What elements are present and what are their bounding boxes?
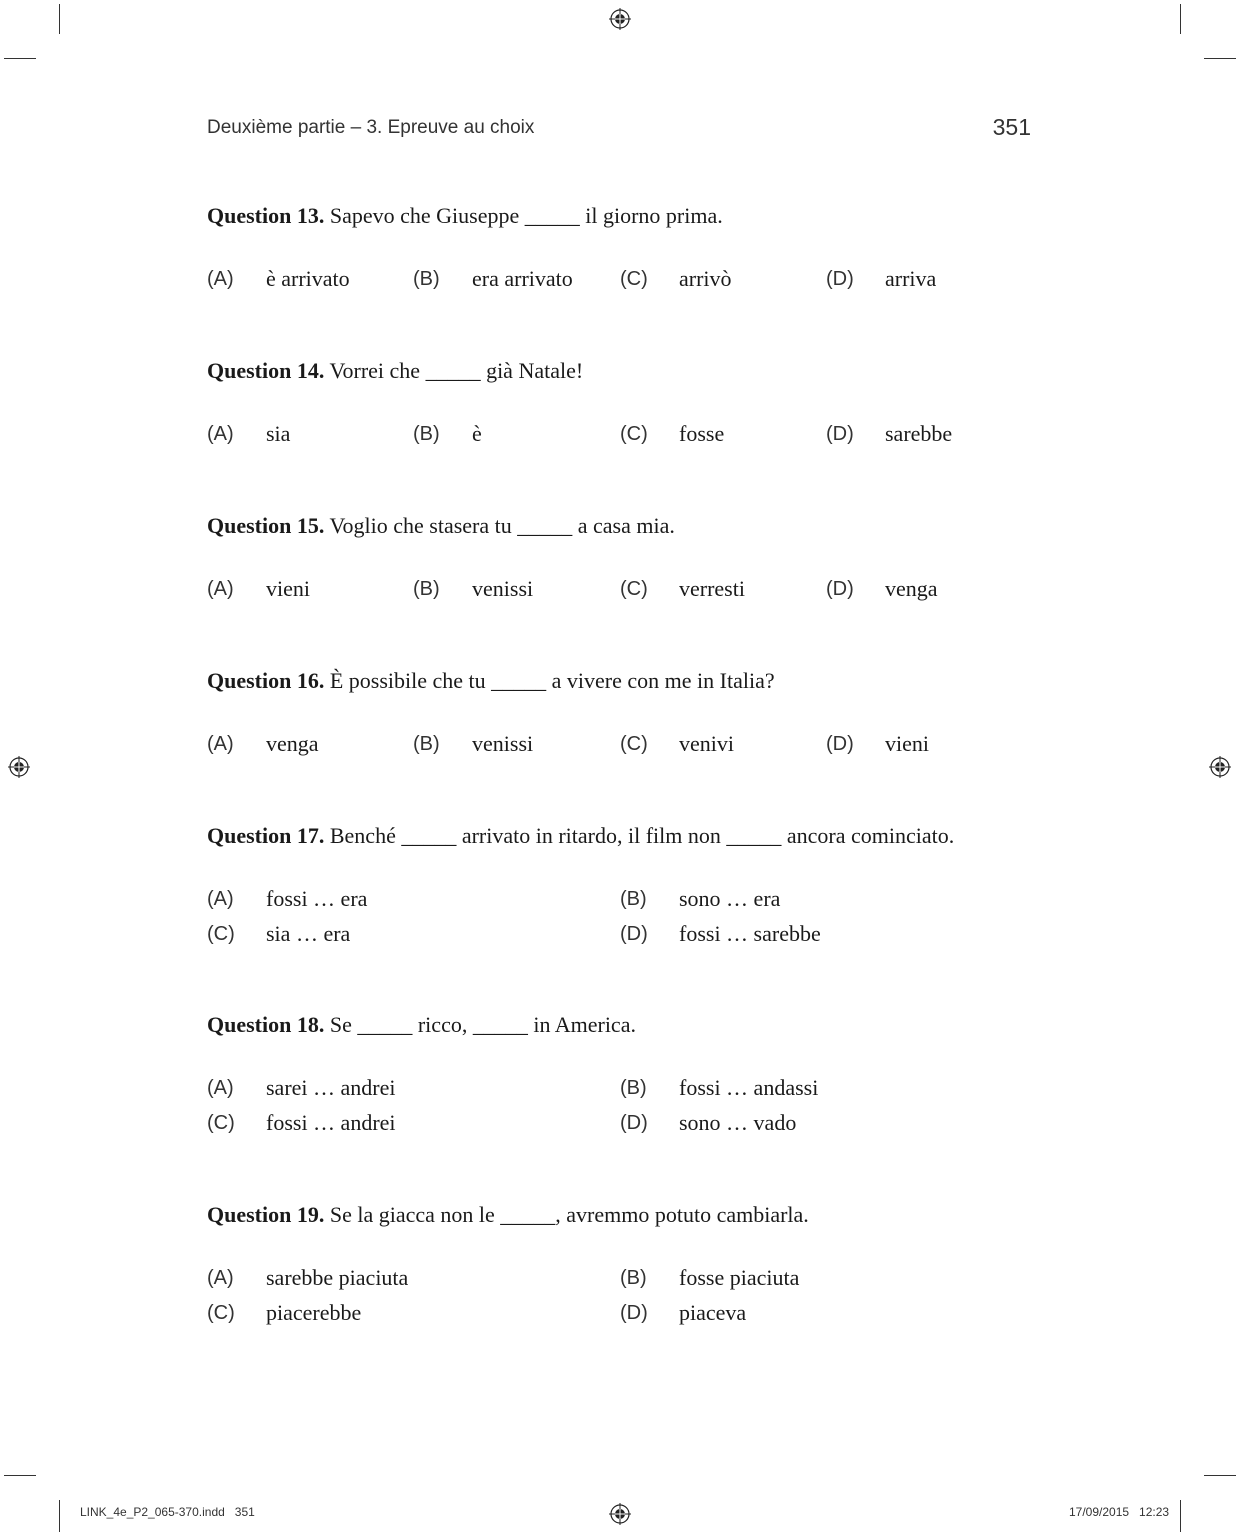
option-c[interactable] (207, 919, 351, 949)
option-letter: (B) (413, 733, 440, 755)
option-text: venivi (679, 731, 734, 756)
question-17 (207, 821, 1047, 954)
options (207, 729, 1047, 763)
option-letter: (B) (413, 268, 440, 290)
option-letter: (A) (207, 733, 234, 755)
option-letter: (C) (207, 923, 235, 945)
crop-mark (4, 1475, 36, 1476)
question-stem (207, 821, 1047, 851)
option-text: sarebbe (885, 421, 953, 446)
option-text: piaceva (679, 1300, 747, 1325)
question-stem (207, 201, 1047, 231)
question-label: Question 15. (207, 513, 325, 538)
option-a[interactable] (207, 419, 291, 449)
option-text: è (472, 421, 482, 446)
crop-mark (1180, 4, 1181, 34)
option-letter: (C) (620, 733, 648, 755)
option-text: venissi (472, 731, 534, 756)
option-c[interactable] (620, 419, 725, 449)
option-text: fossi … sarebbe (679, 921, 821, 946)
option-c[interactable] (620, 574, 745, 604)
option-letter: (C) (620, 423, 648, 445)
option-text: venga (885, 576, 938, 601)
question-stem (207, 1200, 1047, 1230)
option-letter: (A) (207, 423, 234, 445)
option-text: arrivò (679, 266, 732, 291)
option-c[interactable] (620, 729, 734, 759)
option-letter: (B) (413, 423, 440, 445)
option-text: fossi … era (266, 886, 368, 911)
question-text: Benché _____ arrivato in ritardo, il film non _____ ancora cominciato. (324, 823, 955, 848)
option-letter: (D) (620, 1112, 648, 1134)
option-letter: (A) (207, 268, 234, 290)
option-b[interactable] (413, 419, 482, 449)
option-letter: (D) (620, 923, 648, 945)
option-text: fossi … andrei (266, 1110, 396, 1135)
registration-mark-icon (609, 8, 631, 30)
option-text: arriva (885, 266, 937, 291)
option-b[interactable] (620, 1073, 819, 1103)
option-a[interactable] (207, 264, 350, 294)
options (207, 884, 1047, 954)
option-d[interactable] (826, 574, 938, 604)
option-text: vieni (885, 731, 929, 756)
crop-mark (59, 1500, 60, 1532)
registration-mark-icon (609, 1503, 631, 1525)
question-13 (207, 201, 1047, 298)
crop-mark (1180, 1500, 1181, 1532)
question-label: Question 17. (207, 823, 325, 848)
question-text: Se _____ ricco, _____ in America. (324, 1012, 636, 1037)
question-label: Question 16. (207, 668, 325, 693)
crop-mark (1204, 1475, 1236, 1476)
option-a[interactable] (207, 729, 319, 759)
crop-mark (59, 4, 60, 34)
option-d[interactable] (826, 729, 929, 759)
question-label: Question 19. (207, 1202, 325, 1227)
option-d[interactable] (620, 919, 821, 949)
option-text: piacerebbe (266, 1300, 362, 1325)
option-letter: (C) (620, 578, 648, 600)
option-letter: (C) (620, 268, 648, 290)
option-letter: (B) (620, 888, 647, 910)
question-stem (207, 666, 1047, 696)
option-b[interactable] (413, 729, 534, 759)
question-15 (207, 511, 1047, 608)
option-text: sono … vado (679, 1110, 797, 1135)
option-c[interactable] (620, 264, 732, 294)
crop-mark (1204, 58, 1236, 59)
option-b[interactable] (620, 1263, 800, 1293)
option-letter: (C) (207, 1302, 235, 1324)
question-14 (207, 356, 1047, 453)
option-text: è arrivato (266, 266, 350, 291)
option-d[interactable] (826, 264, 937, 294)
option-text: sarebbe piaciuta (266, 1265, 409, 1290)
option-letter: (C) (207, 1112, 235, 1134)
option-text: sia … era (266, 921, 351, 946)
option-letter: (A) (207, 578, 234, 600)
option-a[interactable] (207, 1073, 396, 1103)
option-text: sono … era (679, 886, 781, 911)
option-text: fossi … andassi (679, 1075, 819, 1100)
option-letter: (D) (826, 268, 854, 290)
option-letter: (B) (413, 578, 440, 600)
question-label: Question 13. (207, 203, 325, 228)
option-text: fosse (679, 421, 725, 446)
option-b[interactable] (413, 574, 534, 604)
question-18 (207, 1010, 1047, 1143)
question-stem (207, 511, 1047, 541)
option-text: venga (266, 731, 319, 756)
options (207, 1073, 1047, 1143)
running-head: Deuxième partie – 3. Epreuve au choix (207, 117, 535, 138)
option-letter: (D) (620, 1302, 648, 1324)
option-letter: (A) (207, 1077, 234, 1099)
slug-date: 17/09/2015 12:23 (1069, 1505, 1170, 1519)
question-label: Question 14. (207, 358, 325, 383)
option-text: fosse piaciuta (679, 1265, 800, 1290)
option-c[interactable] (207, 1298, 362, 1328)
options (207, 1263, 1047, 1333)
option-letter: (A) (207, 1267, 234, 1289)
question-16 (207, 666, 1047, 763)
option-text: sarei … andrei (266, 1075, 396, 1100)
option-b[interactable] (620, 884, 781, 914)
option-text: verresti (679, 576, 745, 601)
option-a[interactable] (207, 884, 368, 914)
question-text: Voglio che stasera tu _____ a casa mia. (324, 513, 675, 538)
option-letter: (D) (826, 578, 854, 600)
option-letter: (B) (620, 1267, 647, 1289)
question-text: Se la giacca non le _____, avremmo potuto cambiarla. (324, 1202, 809, 1227)
options (207, 264, 1047, 298)
registration-mark-icon (8, 756, 30, 778)
option-d[interactable] (826, 419, 953, 449)
option-letter: (A) (207, 888, 234, 910)
question-stem (207, 356, 1047, 386)
option-d[interactable] (620, 1108, 797, 1138)
option-b[interactable] (413, 264, 573, 294)
option-letter: (D) (826, 733, 854, 755)
registration-mark-icon (1209, 756, 1231, 778)
question-label: Question 18. (207, 1012, 325, 1037)
option-text: era arrivato (472, 266, 573, 291)
option-text: venissi (472, 576, 534, 601)
options (207, 574, 1047, 608)
question-19 (207, 1200, 1047, 1333)
question-stem (207, 1010, 1047, 1040)
crop-mark (4, 58, 36, 59)
question-text: È possibile che tu _____ a vivere con me in Italia? (324, 668, 775, 693)
option-letter: (D) (826, 423, 854, 445)
option-a[interactable] (207, 574, 310, 604)
question-text: Sapevo che Giuseppe _____ il giorno prima. (324, 203, 723, 228)
option-text: vieni (266, 576, 310, 601)
slug-file: LINK_4e_P2_065-370.indd 351 (80, 1505, 255, 1519)
page-number: 351 (992, 114, 1031, 140)
option-a[interactable] (207, 1263, 409, 1293)
question-text: Vorrei che _____ già Natale! (324, 358, 584, 383)
option-text: sia (266, 421, 291, 446)
option-letter: (B) (620, 1077, 647, 1099)
option-c[interactable] (207, 1108, 396, 1138)
option-d[interactable] (620, 1298, 747, 1328)
options (207, 419, 1047, 453)
